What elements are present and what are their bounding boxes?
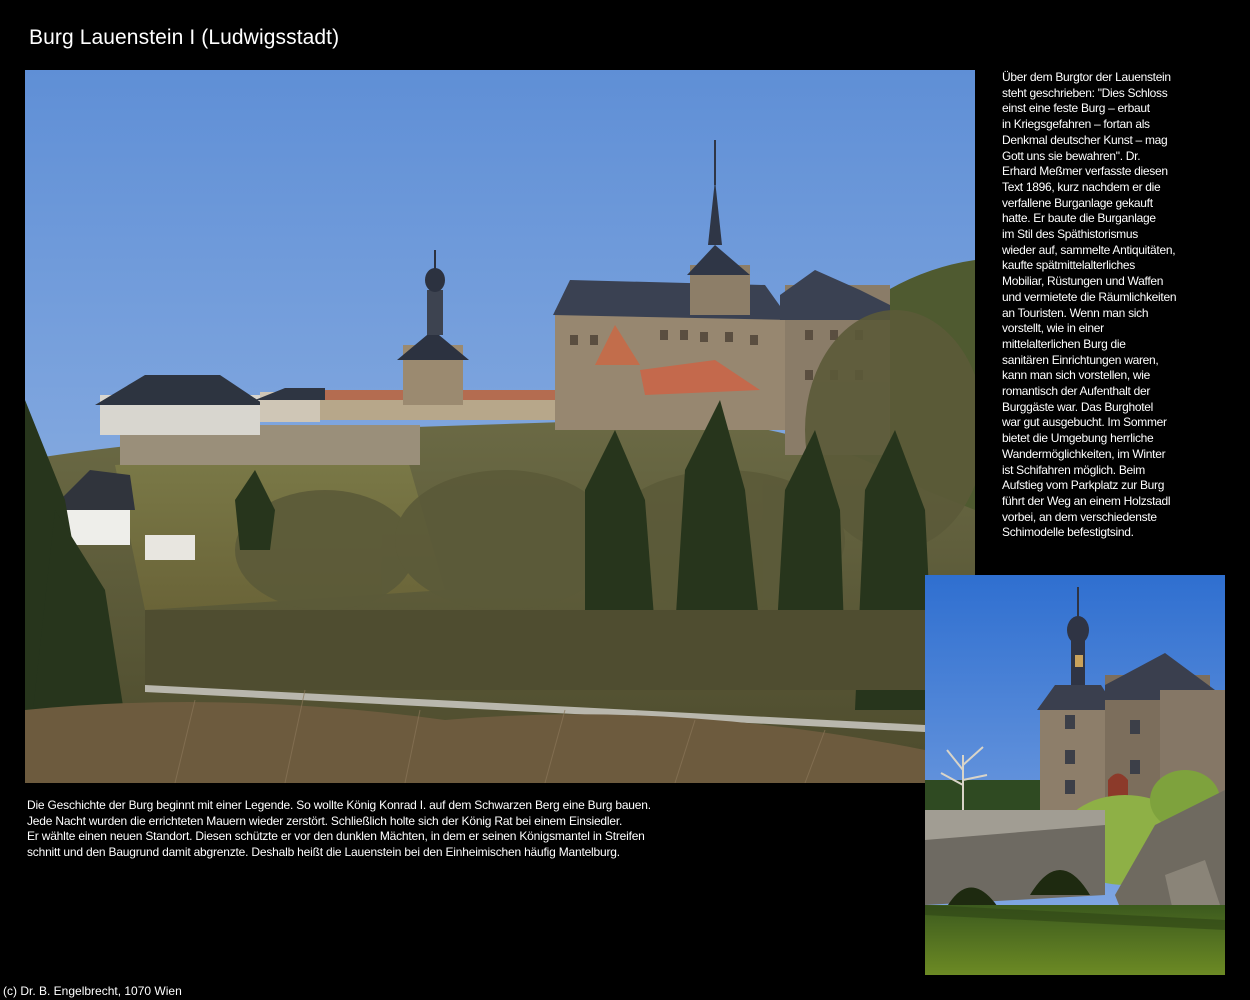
- side-text-line: und vermietete die Räumlichkeiten: [1002, 289, 1177, 304]
- castle-hillside-photo: [25, 70, 975, 783]
- side-text-line: sanitären Einrichtungen waren,: [1002, 352, 1159, 367]
- side-text-line: wieder auf, sammelte Antiquitäten,: [1002, 242, 1176, 257]
- side-text-line: bietet die Umgebung herrliche: [1002, 431, 1154, 446]
- side-text-line: verfallene Burganlage gekauft: [1002, 195, 1153, 210]
- bottom-text-line: Die Geschichte der Burg beginnt mit einer Legende. So wollte König Konrad I. auf dem Schwarzen Berg eine Burg bauen.: [27, 798, 651, 812]
- side-text-line: hatte. Er baute die Burganlage: [1002, 211, 1156, 226]
- side-text-line: Gott uns sie bewahren". Dr.: [1002, 148, 1141, 163]
- side-text-line: steht geschrieben: "Dies Schloss: [1002, 85, 1168, 100]
- castle-legend-text: [27, 798, 907, 861]
- side-text-line: Wandermöglichkeiten, im Winter: [1002, 446, 1166, 461]
- side-text-line: Aufstieg vom Parkplatz zur Burg: [1002, 478, 1165, 493]
- side-text-line: in Kriegsgefahren – fortan als: [1002, 117, 1150, 132]
- copyright-footer: (c) Dr. B. Engelbrecht, 1070 Wien: [3, 984, 182, 998]
- side-text-line: Mobiliar, Rüstungen und Waffen: [1002, 274, 1164, 289]
- side-text-line: vorbei, an dem verschiedenste: [1002, 509, 1157, 524]
- side-text-line: Burggäste war. Das Burghotel: [1002, 399, 1154, 414]
- bottom-text-line: Jede Nacht wurden die errichteten Mauern wieder zerstört. Schließlich holte sich der König Rat bei einem Einsiedler.: [27, 813, 623, 828]
- side-text-line: war gut ausgebucht. Im Sommer: [1002, 415, 1167, 430]
- side-text-line: führt der Weg an einem Holzstadl: [1002, 493, 1171, 508]
- side-text-line: an Touristen. Wenn man sich: [1002, 305, 1149, 320]
- side-text-line: Erhard Meßmer verfasste diesen: [1002, 164, 1168, 179]
- bottom-text-line: Er wählte einen neuen Standort. Diesen schützte er vor den dunklen Mächten, in dem er seinen Königsmantel in Streifen: [27, 829, 645, 844]
- side-text-line: kann man sich vorstellen, wie: [1002, 368, 1151, 383]
- castle-gate-bridge-photo: [925, 575, 1225, 975]
- side-text-line: Über dem Burgtor der Lauenstein: [1002, 70, 1171, 84]
- side-text-line: romantisch der Aufenthalt der: [1002, 384, 1151, 399]
- side-text-line: vorstellt, wie in einer: [1002, 321, 1104, 336]
- page-title: Burg Lauenstein I (Ludwigsstadt): [29, 26, 340, 49]
- side-text-line: Text 1896, kurz nachdem er die: [1002, 179, 1161, 194]
- side-text-line: ist Schifahren möglich. Beim: [1002, 462, 1145, 477]
- side-text-line: Denkmal deutscher Kunst – mag: [1002, 132, 1168, 147]
- bottom-text-line: schnitt und den Baugrund damit abgrenzte. Deshalb heißt die Lauenstein bei den Einheimischen häufig Mantelburg.: [27, 845, 620, 860]
- side-text-line: Schimodelle befestigtsind.: [1002, 525, 1134, 540]
- side-text-line: kaufte spätmittelalterliches: [1002, 258, 1135, 273]
- castle-description-side: [1002, 70, 1197, 541]
- side-text-line: mittelalterlichen Burg die: [1002, 336, 1126, 351]
- side-text-line: einst eine feste Burg – erbaut: [1002, 101, 1150, 116]
- side-text-line: im Stil des Späthistorismus: [1002, 227, 1138, 242]
